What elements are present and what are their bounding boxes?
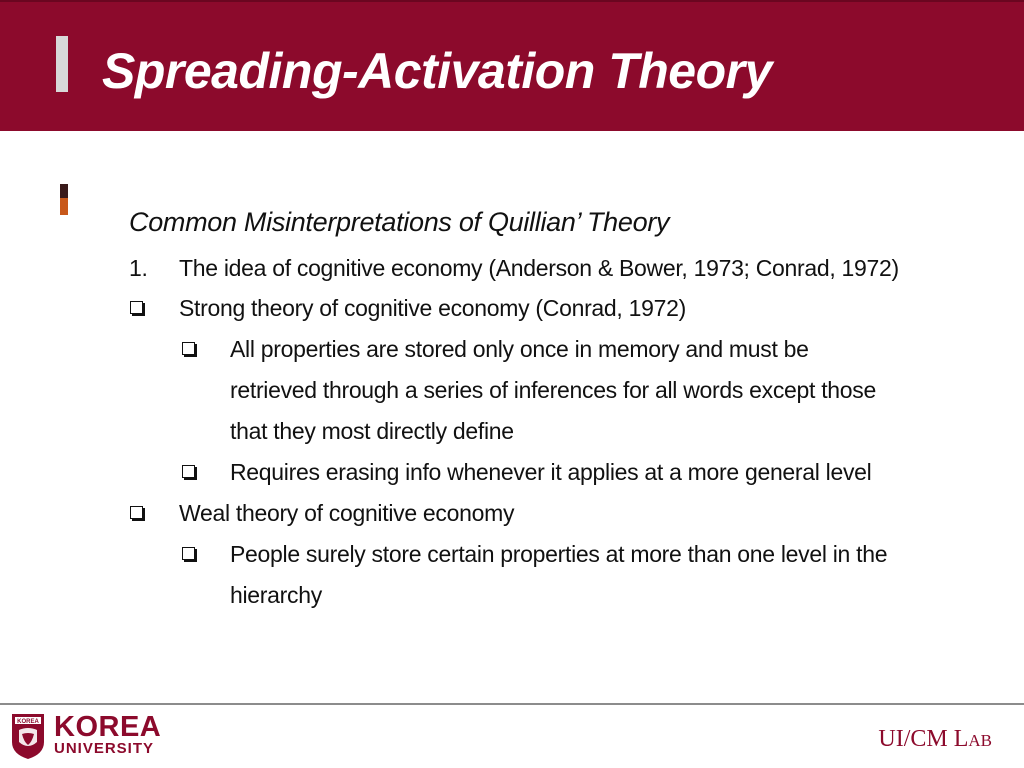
- numbered-item-text: The idea of cognitive economy (Anderson & Bower, 1973; Conrad, 1972): [179, 255, 899, 281]
- footer-divider: [0, 703, 1024, 705]
- sub-bullet-line: retrieved through a series of inferences for all words except those: [230, 377, 876, 403]
- sub-bullet-line: Requires erasing info whenever it applies at a more general level: [230, 459, 872, 485]
- slide-title: Spreading-Activation Theory: [102, 43, 772, 99]
- svg-text:KOREA: KOREA: [17, 719, 39, 725]
- bullet-strong-theory: Strong theory of cognitive economy (Conrad, 1972): [179, 295, 686, 321]
- lab-name-prefix: UI/CM L: [878, 726, 969, 752]
- checkbox-bullet-icon: [182, 465, 195, 478]
- bullet-weal-theory: Weal theory of cognitive economy: [179, 500, 515, 526]
- checkbox-bullet-icon: [182, 547, 195, 560]
- numbered-item-number: 1.: [129, 255, 148, 281]
- title-accent-bar: [56, 36, 68, 92]
- sub-bullet-line: that they most directly define: [230, 418, 514, 444]
- logo-university-text: UNIVERSITY: [54, 740, 155, 757]
- subheading: Common Misinterpretations of Quillian’ Theory: [129, 207, 670, 237]
- sub-bullet-line: People surely store certain properties at more than one level in the: [230, 541, 888, 567]
- checkbox-bullet-icon: [130, 301, 143, 314]
- content-accent-bar: [60, 184, 68, 215]
- university-seal-icon: [10, 712, 46, 760]
- korea-university-logo: [10, 712, 160, 762]
- logo-korea-text: KOREA: [54, 711, 162, 743]
- checkbox-bullet-icon: [130, 506, 143, 519]
- title-banner: [0, 0, 1024, 131]
- sub-bullet-line: hierarchy: [230, 582, 322, 608]
- lab-name: [878, 724, 992, 756]
- lab-name-suffix: AB: [968, 731, 992, 750]
- checkbox-bullet-icon: [182, 342, 195, 355]
- sub-bullet-line: All properties are stored only once in memory and must be: [230, 336, 809, 362]
